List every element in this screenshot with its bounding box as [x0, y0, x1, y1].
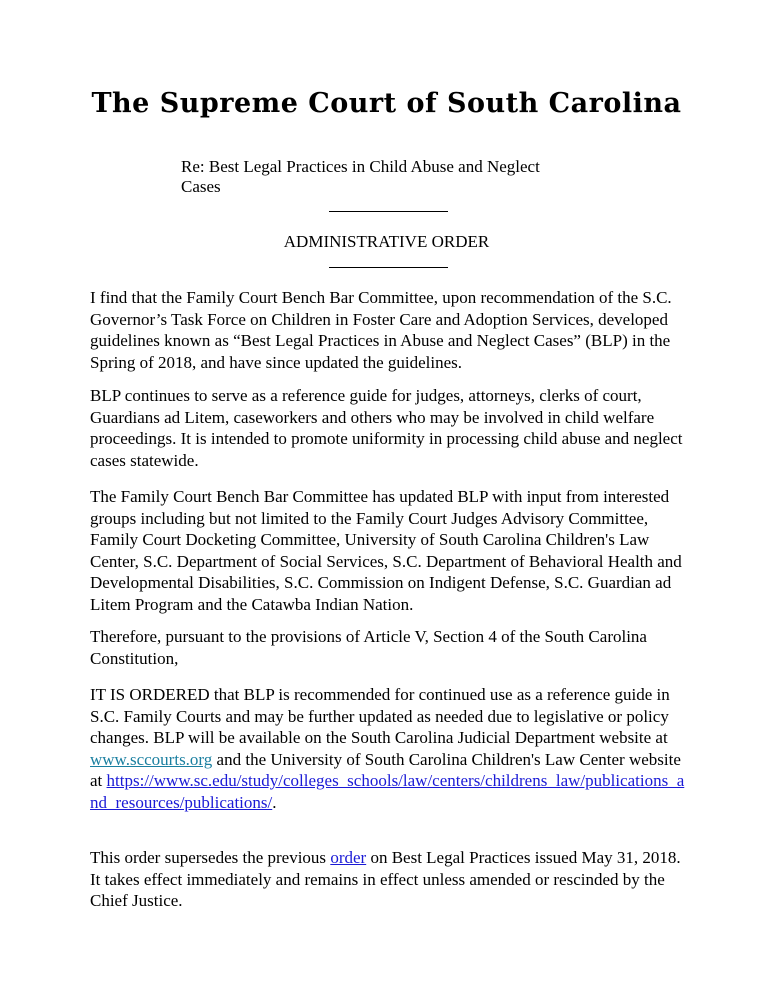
- divider-bottom: [329, 267, 448, 268]
- usc-publications-link[interactable]: https://www.sc.edu/study/colleges_schools/law/centers/childrens_law/publications_and_resources/publications/: [90, 771, 685, 812]
- sccourts-link[interactable]: www.sccourts.org: [90, 749, 213, 769]
- supersedes-text-a: This order supersedes the previous: [90, 848, 331, 867]
- paragraph-committee-update: The Family Court Bench Bar Committee has updated BLP with input from interested groups including but not limited to the Family Court Judges Advisory Committee, Family Court Docketing Committee, University of South Carolina Children's Law Center, S.C. Department of Social Services, S.C. Department of Behavioral Health and Developmental Disabilities, S.C. Commission on Indigent Defense, S.C. Guardian ad Litem Program and the Catawba Indian Nation.: [90, 487, 682, 614]
- court-title: The Supreme Court of South Carolina: [91, 88, 682, 119]
- re-line: Re: Best Legal Practices in Child Abuse and Neglect Cases: [181, 157, 540, 196]
- paragraph-findings: I find that the Family Court Bench Bar Committee, upon recommendation of the S.C. Governor’s Task Force on Children in Foster Care and Adoption Services, developed guidelines known as “Best Legal Practices in Abuse and Neglect Cases” (BLP) in the Spring of 2018, and have since updated the guidelines.: [90, 288, 672, 372]
- paragraph-supersedes: [90, 847, 690, 912]
- paragraph-ordered: [90, 684, 690, 813]
- ordered-text-c: at: [90, 771, 107, 790]
- supersedes-text-b: on Best Legal Practices issued May 31, 2018. It takes effect immediately and remains in effect unless amended or rescinded by the Chief Justice.: [90, 848, 681, 910]
- ordered-text-a: IT IS ORDERED that BLP is recommended for continued use as a reference guide in S.C. Family Courts and may be further updated as needed due to legislative or policy changes. BLP will be available on the South Carolina Judicial Department website at: [90, 685, 670, 747]
- paragraph-constitution: Therefore, pursuant to the provisions of Article V, Section 4 of the South Carolina Constitution,: [90, 627, 647, 668]
- ordered-text-b: and the University of South Carolina Children's Law Center website: [212, 749, 681, 769]
- ordered-text-d: .: [272, 792, 277, 812]
- order-heading: ADMINISTRATIVE ORDER: [283, 232, 490, 251]
- ordered-line-usc: [90, 770, 690, 813]
- paragraph-reference-guide: BLP continues to serve as a reference guide for judges, attorneys, clerks of court, Guardians ad Litem, caseworkers and others who may be involved in child welfare proceedings. It is intended to promote uniformity in processing child abuse and neglect cases statewide.: [90, 386, 683, 470]
- previous-order-link[interactable]: order: [330, 848, 367, 867]
- divider-top: [329, 211, 448, 212]
